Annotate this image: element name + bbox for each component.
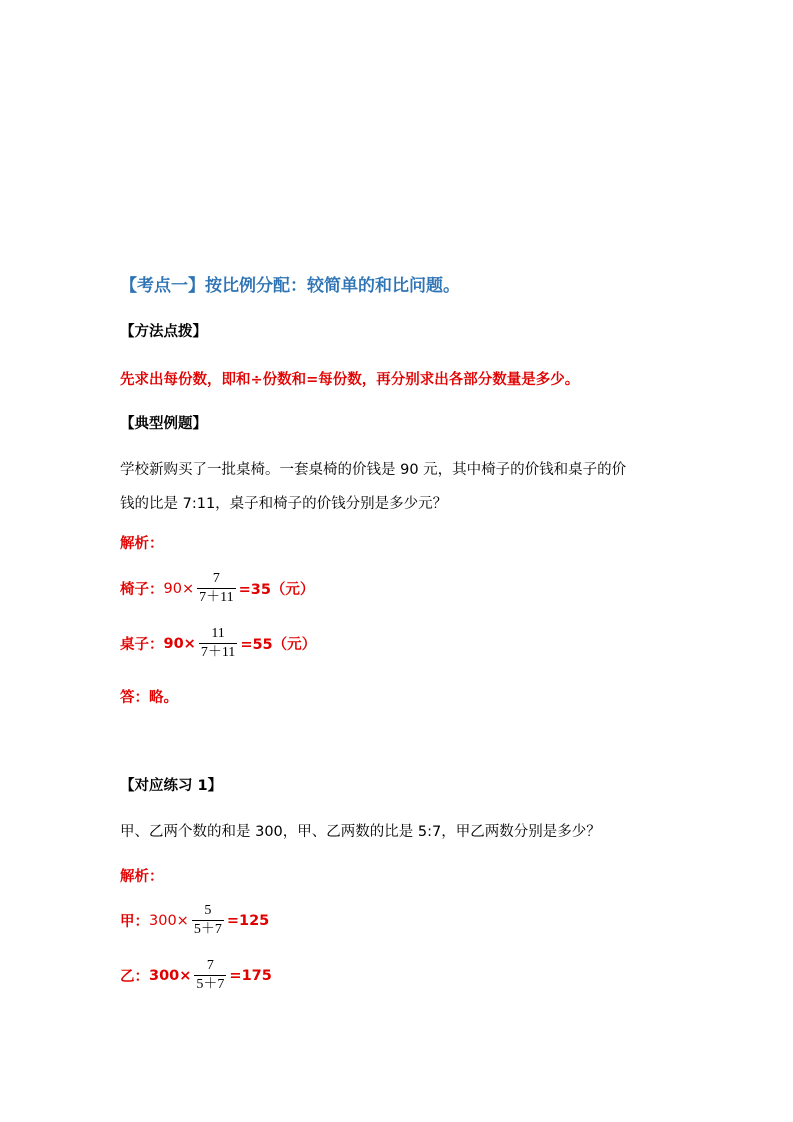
desk-multiplier: 90× (163, 635, 196, 652)
yi-denominator: 5＋7 (196, 977, 225, 993)
practice-analysis-label: 解析： (120, 869, 164, 885)
jia-numerator: 5 (204, 903, 212, 918)
practice-question: 甲、乙两个数的和是 300，甲、乙两数的比是 5:7，甲乙两数分别是多少？ (120, 824, 601, 840)
desk-fraction (199, 626, 237, 661)
chair-multiplier: 90× (163, 580, 195, 597)
jia-result: =125 (226, 912, 270, 929)
desk-prefix: 桌子： (120, 637, 164, 654)
desk-numerator: 11 (211, 626, 225, 641)
jia-formula (120, 903, 269, 938)
answer: 答：略。 (120, 690, 178, 706)
desk-result: =55（元） (240, 637, 317, 654)
example-question-line2: 钱的比是 7:11，桌子和椅子的价钱分别是多少元？ (120, 496, 448, 512)
yi-numerator: 7 (206, 958, 214, 973)
chair-formula (120, 571, 314, 606)
chair-denominator: 7＋11 (199, 590, 234, 606)
yi-prefix: 乙： (120, 969, 149, 986)
example-question-line1: 学校新购买了一批桌椅。一套桌椅的价钱是 90 元，其中椅子的价钱和桌子的价 (120, 462, 627, 478)
yi-formula (120, 958, 272, 993)
method-label: 【方法点拨】 (120, 324, 207, 340)
jia-fraction (192, 903, 224, 938)
chair-result: =35（元） (238, 582, 315, 599)
desk-formula (120, 626, 316, 661)
chair-prefix: 椅子： (120, 582, 164, 599)
practice-label: 【对应练习 1】 (120, 778, 223, 794)
yi-result: =175 (229, 967, 272, 984)
jia-prefix: 甲： (120, 914, 149, 931)
yi-fraction (194, 958, 226, 993)
example-analysis-label: 解析： (120, 536, 164, 552)
section-title: 【考点一】按比例分配：较简单的和比问题。 (120, 276, 460, 296)
desk-denominator: 7＋11 (200, 645, 236, 661)
jia-denominator: 5＋7 (193, 922, 222, 938)
jia-multiplier: 300× (149, 912, 189, 929)
example-label: 【典型例题】 (120, 416, 207, 432)
chair-numerator: 7 (212, 571, 220, 586)
method-text: 先求出每份数，即和÷份数和=每份数，再分别求出各部分数量是多少。 (120, 372, 580, 388)
chair-fraction (197, 571, 235, 606)
yi-multiplier: 300× (149, 967, 192, 984)
